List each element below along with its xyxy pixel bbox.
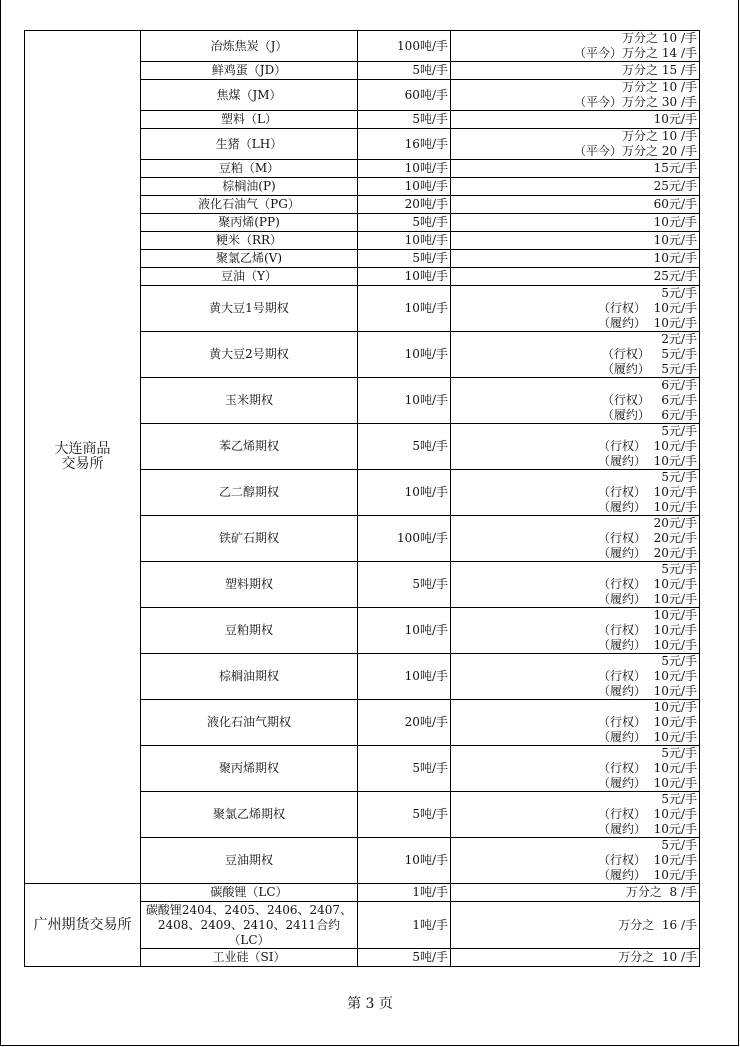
fee-line: （行权） 10元/手 (598, 623, 697, 637)
fee-cell (451, 949, 700, 967)
fee-cell (451, 378, 700, 424)
product-name: 棕榈油期权 (141, 654, 358, 700)
fee-line: 20元/手 (653, 516, 697, 530)
trading-unit: 10吨/手 (358, 286, 451, 332)
trading-unit: 5吨/手 (358, 562, 451, 608)
fee-line: 万分之 16 /手 (618, 917, 697, 932)
fee-line: （行权） 6元/手 (601, 393, 697, 407)
fee-cell (451, 792, 700, 838)
trading-unit: 10吨/手 (358, 378, 451, 424)
fee-line: （履约） 5元/手 (601, 362, 697, 376)
fee-cell (451, 470, 700, 516)
fee-line: （履约） 10元/手 (598, 316, 697, 330)
fee-cell (451, 129, 700, 160)
fee-cell (451, 424, 700, 470)
fee-line: （行权） 10元/手 (598, 439, 697, 453)
product-name: 聚丙烯(PP) (141, 214, 358, 232)
fee-cell (451, 31, 700, 62)
fee-line: （行权） 10元/手 (598, 669, 697, 683)
trading-unit: 10吨/手 (358, 268, 451, 286)
trading-unit: 100吨/手 (358, 516, 451, 562)
fee-cell (451, 232, 700, 250)
fee-line: 万分之 15 /手 (622, 63, 697, 77)
fee-cell (451, 562, 700, 608)
trading-unit: 10吨/手 (358, 654, 451, 700)
fee-line: （行权） 10元/手 (598, 577, 697, 591)
product-name: 棕榈油(P) (141, 178, 358, 196)
fee-line: （履约） 20元/手 (598, 546, 697, 560)
product-name: 豆粕期权 (141, 608, 358, 654)
trading-unit: 60吨/手 (358, 80, 451, 111)
fee-line: 15元/手 (653, 161, 697, 175)
fee-line: （履约） 10元/手 (598, 868, 697, 882)
fee-cell (451, 80, 700, 111)
fee-line: （行权） 10元/手 (598, 301, 697, 315)
fee-line: （履约） 10元/手 (598, 500, 697, 514)
fee-line: 5元/手 (661, 792, 697, 806)
fee-line: 5元/手 (661, 838, 697, 852)
fee-cell (451, 250, 700, 268)
fee-line: 10元/手 (653, 215, 697, 229)
product-name: 豆油（Y） (141, 268, 358, 286)
fee-line: （平今）万分之 20 /手 (574, 144, 697, 158)
trading-unit: 16吨/手 (358, 129, 451, 160)
table-row (25, 31, 700, 62)
fee-cell (451, 160, 700, 178)
exchange-name-line: 广州期货交易所 (33, 916, 132, 933)
fee-line: 5元/手 (661, 562, 697, 576)
fee-cell (451, 214, 700, 232)
fee-line: （履约） 10元/手 (598, 730, 697, 744)
fee-line: 万分之 10 /手 (622, 31, 697, 45)
fee-cell (451, 516, 700, 562)
product-name: 苯乙烯期权 (141, 424, 358, 470)
trading-unit: 5吨/手 (358, 214, 451, 232)
fee-line: 10元/手 (653, 233, 697, 247)
trading-unit: 1吨/手 (358, 902, 451, 949)
table-row (25, 884, 700, 902)
product-name: 聚氯乙烯期权 (141, 792, 358, 838)
fee-line: 5元/手 (661, 424, 697, 438)
trading-unit: 5吨/手 (358, 250, 451, 268)
fee-line: 5元/手 (661, 470, 697, 484)
fee-line: 10元/手 (653, 251, 697, 265)
exchange-guangzhou-name (25, 884, 141, 967)
trading-unit: 10吨/手 (358, 470, 451, 516)
product-name: 聚丙烯期权 (141, 746, 358, 792)
fee-cell (451, 654, 700, 700)
fee-line: 10元/手 (653, 700, 697, 714)
fee-line: 60元/手 (653, 197, 697, 211)
fee-cell (451, 902, 700, 949)
product-name: 玉米期权 (141, 378, 358, 424)
product-name: 鲜鸡蛋（JD） (141, 62, 358, 80)
product-name: 塑料期权 (141, 562, 358, 608)
trading-unit: 10吨/手 (358, 608, 451, 654)
product-name: 乙二醇期权 (141, 470, 358, 516)
page-number: 第 3 页 (347, 996, 393, 1012)
fee-line: 万分之 10 /手 (622, 80, 697, 94)
fee-cell (451, 268, 700, 286)
product-name: 豆油期权 (141, 838, 358, 884)
fee-line: （履约） 10元/手 (598, 822, 697, 836)
product-name: 塑料（L） (141, 111, 358, 129)
product-name: 粳米（RR） (141, 232, 358, 250)
trading-unit: 20吨/手 (358, 700, 451, 746)
fee-line: （履约） 10元/手 (598, 776, 697, 790)
fee-line: 万分之 10 /手 (622, 129, 697, 143)
fee-cell (451, 700, 700, 746)
product-name: 生猪（LH） (141, 129, 358, 160)
fee-table (24, 30, 700, 967)
product-name: 焦煤（JM） (141, 80, 358, 111)
product-name: 豆粕（M） (141, 160, 358, 178)
fee-line: （履约） 6元/手 (601, 408, 697, 422)
exchange-dalian-name (25, 31, 141, 884)
exchange-name-line: 大连商品 (54, 441, 111, 457)
fee-line: 10元/手 (653, 608, 697, 622)
fee-line: 25元/手 (653, 179, 697, 193)
fee-cell (451, 196, 700, 214)
fee-line: 5元/手 (661, 746, 697, 760)
fee-cell (451, 332, 700, 378)
product-name: 黄大豆2号期权 (141, 332, 358, 378)
fee-line: 2元/手 (661, 332, 697, 346)
fee-line: （行权） 10元/手 (598, 715, 697, 729)
trading-unit: 10吨/手 (358, 232, 451, 250)
trading-unit: 10吨/手 (358, 838, 451, 884)
product-name: 碳酸锂2404、2405、2406、2407、2408、2409、2410、2411合约（LC） (141, 902, 358, 949)
trading-unit: 10吨/手 (358, 332, 451, 378)
product-name: 液化石油气期权 (141, 700, 358, 746)
fee-line: （行权） 10元/手 (598, 807, 697, 821)
fee-line: 6元/手 (661, 378, 697, 392)
product-name: 工业硅（SI） (141, 949, 358, 967)
fee-cell (451, 286, 700, 332)
trading-unit: 5吨/手 (358, 746, 451, 792)
fee-cell (451, 884, 700, 902)
fee-line: 万分之 10 /手 (618, 950, 697, 964)
trading-unit: 10吨/手 (358, 178, 451, 196)
fee-line: 10元/手 (653, 112, 697, 126)
trading-unit: 5吨/手 (358, 111, 451, 129)
fee-line: （履约） 10元/手 (598, 592, 697, 606)
fee-line: 5元/手 (661, 654, 697, 668)
fee-line: （行权） 5元/手 (601, 347, 697, 361)
trading-unit: 5吨/手 (358, 949, 451, 967)
fee-cell (451, 62, 700, 80)
fee-cell (451, 111, 700, 129)
fee-line: （履约） 10元/手 (598, 454, 697, 468)
trading-unit: 100吨/手 (358, 31, 451, 62)
fee-line: 25元/手 (653, 269, 697, 283)
fee-cell (451, 608, 700, 654)
product-name: 聚氯乙烯(V) (141, 250, 358, 268)
exchange-name-line: 交易所 (61, 456, 104, 472)
fee-line: 5元/手 (661, 286, 697, 300)
fee-line: （行权） 20元/手 (598, 531, 697, 545)
fee-line: （平今）万分之 14 /手 (574, 46, 697, 60)
trading-unit: 1吨/手 (358, 884, 451, 902)
product-name: 黄大豆1号期权 (141, 286, 358, 332)
fee-cell (451, 838, 700, 884)
fee-cell (451, 178, 700, 196)
fee-cell (451, 746, 700, 792)
trading-unit: 20吨/手 (358, 196, 451, 214)
fee-line: （行权） 10元/手 (598, 485, 697, 499)
fee-line: （履约） 10元/手 (598, 684, 697, 698)
product-name: 液化石油气（PG） (141, 196, 358, 214)
trading-unit: 5吨/手 (358, 62, 451, 80)
fee-line: （履约） 10元/手 (598, 638, 697, 652)
fee-line: 万分之 8 /手 (625, 885, 697, 899)
fee-line: （平今）万分之 30 /手 (574, 95, 697, 109)
fee-line: （行权） 10元/手 (598, 853, 697, 867)
product-name: 冶炼焦炭（J） (141, 31, 358, 62)
fee-line: （行权） 10元/手 (598, 761, 697, 775)
product-name: 铁矿石期权 (141, 516, 358, 562)
trading-unit: 5吨/手 (358, 424, 451, 470)
trading-unit: 10吨/手 (358, 160, 451, 178)
product-name: 碳酸锂（LC） (141, 884, 358, 902)
trading-unit: 5吨/手 (358, 792, 451, 838)
